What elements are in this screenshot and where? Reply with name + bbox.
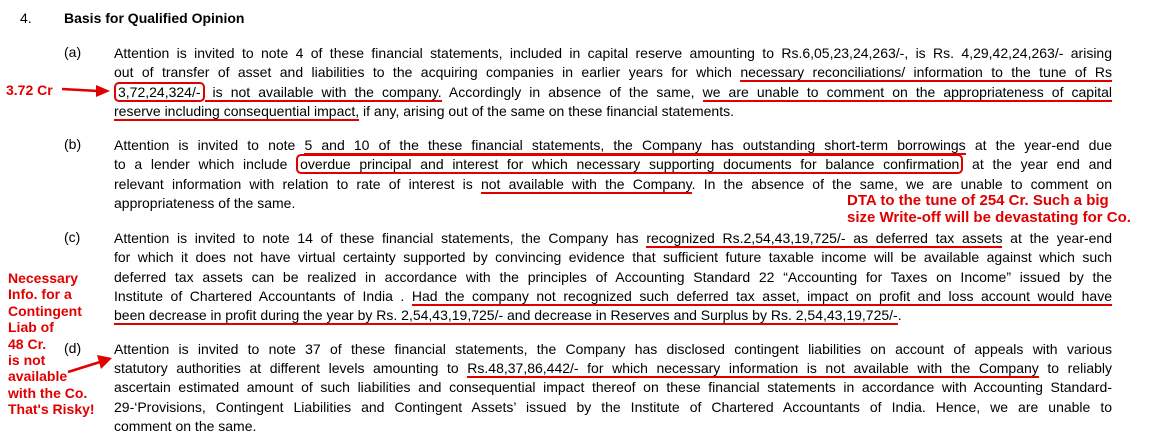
para-a-line-2: out of transfer of asset and liabilities to the acquiring companies in earlier years for which necessary reconciliations/ information to the tune of Rs (114, 64, 1113, 80)
section-title: Basis for Qualified Opinion (64, 10, 245, 26)
para-d-line-3: ascertain estimated amount of such liabilities and consequential impact thereof on these financial statements in accordance with Accounting Standard- (114, 379, 1112, 395)
arrow-head-d (97, 355, 112, 369)
para-d-line-2: statutory authorities at different levels amounting to Rs.48,37,86,442/- for which necessary information is not available with the Company to reliably (114, 360, 1113, 376)
para-c-line-5: been decrease in profit during the year by Rs. 2,54,43,19,725/- and decrease in Reserves and Surplus by Rs. 2,54,43,19,725/-. (114, 307, 902, 323)
para-b-line-2: to a lender which include overdue principal and interest for which necessary supporting documents for balance confirmation at the year end and (114, 156, 1112, 172)
arrow-to-para-d (68, 362, 100, 372)
para-c-line-1: Attention is invited to note 14 of these financial statements, the Company has recognized Rs.2,54,43,19,725/- as deferred tax assets at the year-end (114, 230, 1113, 246)
para-c-line-3: deferred tax assets can be realized in accordance with the principles of Accounting Standard 22 “Accounting for Taxes on Income” issued by the (114, 269, 1112, 285)
para-c-line-2: for which it does not have virtual certainty supported by convincing evidence that sufficient future taxable income will be available against which such (114, 249, 1112, 265)
paragraph-label-c: (c) (64, 229, 81, 245)
para-a-line-4: reserve including consequential impact, if any, arising out of the same on these financial statements. (114, 103, 734, 119)
paragraph-label-b: (b) (64, 136, 82, 152)
para-b-line-4: appropriateness of the same. (114, 195, 296, 211)
para-b-line-1: Attention is invited to note 5 and 10 of the these financial statements, the Company has outstanding short-term borrowings at the year-end due (114, 137, 1112, 153)
paragraph-label-d: (d) (64, 340, 82, 356)
paragraph-label-a: (a) (64, 44, 82, 60)
boxed-text-b: overdue principal and interest for which necessary supporting documents for balance confirmation (296, 154, 963, 174)
para-d-line-4: 29-‘Provisions, Contingent Liabilities and Contingent Assets’ issued by the Institute of Chartered Accountants of India. Hence, we are unable to (114, 399, 1112, 415)
annotation-dta: DTA to the tune of 254 Cr. Such a big size Write-off will be devastating for Co. (847, 192, 1131, 226)
arrow-to-amount-a (62, 89, 98, 91)
boxed-amount-a: 3,72,24,324/- (114, 82, 205, 102)
para-b-line-3: relevant information with relation to rate of interest is not available with the Company. In the absence of the same, we are unable to comment on (114, 176, 1112, 192)
arrow-head-a (96, 85, 110, 97)
para-a-line-3: 3,72,24,324/- is not available with the company. Accordingly in absence of the same, we are unable to comment on the appropriateness of capital (114, 83, 1112, 101)
para-c-line-4: Institute of Chartered Accountants of India . Had the company not recognized such deferred tax asset, impact on profit and loss account would have (114, 288, 1112, 304)
section-number: 4. (20, 10, 32, 26)
para-d-line-1: Attention is invited to note 37 of these financial statements, the Company has disclosed contingent liabilities on account of appeals with various (114, 341, 1112, 357)
annotation-372cr: 3.72 Cr (6, 82, 53, 98)
annotation-contingent: Necessary Info. for a Contingent Liab of 48 Cr. is not available with the Co. That's Risky! (8, 270, 95, 418)
para-a-line-1: Attention is invited to note 4 of these financial statements, included in capital reserve amounting to Rs.6,05,23,24,263/-, is Rs. 4,29,42,24,263/- arising (114, 45, 1112, 61)
para-d-line-5: comment on the same. (114, 418, 257, 434)
